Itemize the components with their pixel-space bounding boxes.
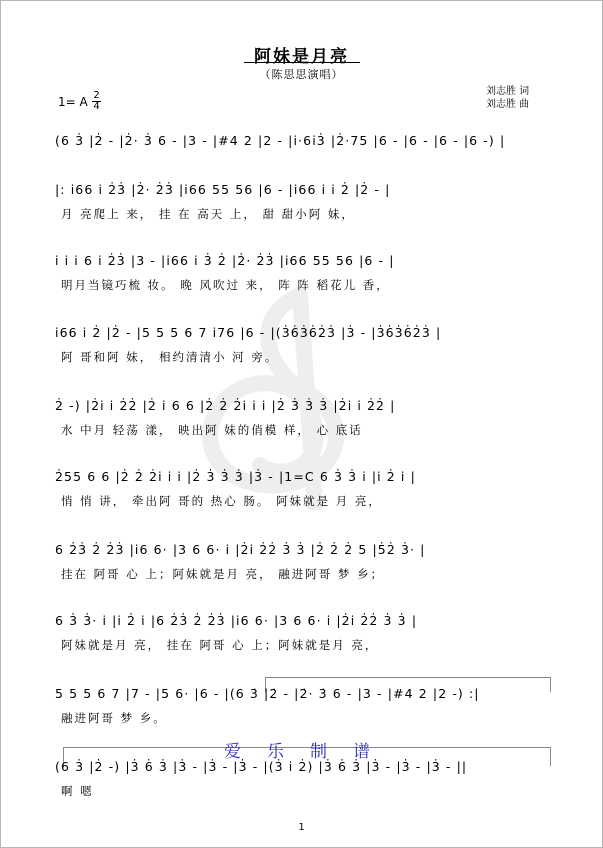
notes-line: 5 5 5 6 7 |7 - |5 6· |6 - |(6 3̇ |2̇ - |2̇· 3̇ 6 - |3 - |#4 2 |2 -) :| <box>55 686 480 701</box>
notes-line: 2̇55 6 6 |2̇ 2̇ 2̇i i i |2̇ 3̇ 3̇ 3̇ |3̇ - |1=C 6 3̇ 3̇ i |i 2̇ i | <box>55 469 416 484</box>
key-signature: 1= A <box>58 95 88 109</box>
notes-line: 6 2̇3̇ 2̇ 2̇3̇ |i6 6· |3 6 6· i |2̇i 2̇2̇ 3̇ 3̇ |2̇ 2̇ 2̇ 5 |5̇2̇ 3̇· | <box>55 542 426 557</box>
score-system <box>55 253 555 293</box>
composer-credit: 刘志胜 曲 <box>486 99 530 110</box>
notes-line: i66 i 2̇ |2̇ - |5 5 5 6 7 i76 |6 - |(3̇6̇3̇6̇2̇3̇ |3̇ - |3̇6̇3̇6̇2̇3̇ | <box>55 325 442 340</box>
score-system <box>55 325 555 365</box>
score-system <box>55 133 555 173</box>
score-system <box>55 686 555 726</box>
lyrics-line: 明月当镜巧梳 妆。 晚 风吹过 来， 阵 阵 稻花儿 香， <box>61 278 390 292</box>
title-underline <box>244 62 360 63</box>
publisher-stamp: 爱乐制谱 <box>224 742 396 762</box>
time-signature-top: 2 <box>93 90 100 101</box>
lyrics-line: 啊 嗯 <box>61 784 94 798</box>
lyrics-line: 挂在 阿哥 心 上；阿妹就是月 亮， 融进阿哥 梦 乡； <box>61 567 385 581</box>
song-subtitle: （陈思思演唱） <box>259 68 344 81</box>
notes-line: |: i66 i 2̇3̇ |2̇· 2̇3̇ |i66 55 56 |6 - |i66 i i 2̇ |2̇ - | <box>55 182 391 197</box>
score-system <box>55 182 555 222</box>
score-system <box>55 469 555 509</box>
lyrics-line: 月 亮爬上 来， 挂 在 高天 上， 甜 甜小阿 妹， <box>61 207 355 221</box>
notes-line: (6 3̇ |2̇ - |2̇· 3̇ 6 - |3 - |#4 2 |2 - |i·6i3̇ |2̇·75 |6 - |6 - |6 - |6 -) | <box>55 133 506 148</box>
notes-line: 6 3̇ 3̇· i |i 2̇ i |6 2̇3̇ 2̇ 2̇3̇ |i6 6· |3 6 6· i |2̇i 2̇2̇ 3̇ 3̇ | <box>55 613 418 628</box>
lyrics-line: 阿妹就是月 亮， 挂在 阿哥 心 上；阿妹就是月 亮， <box>61 638 379 652</box>
lyrics-line: 融进阿哥 梦 乡。 <box>61 711 167 725</box>
lyrics-line: 悄 悄 讲， 牵出阿 哥的 热心 肠。 阿妹就是 月 亮， <box>61 494 382 508</box>
credits <box>486 85 529 111</box>
time-signature-bottom: 4 <box>93 101 100 112</box>
song-title: 阿妹是月亮 <box>254 47 349 67</box>
page-number: 1 <box>298 822 305 833</box>
score-system <box>55 398 555 438</box>
lyricist-credit: 刘志胜 词 <box>486 86 530 97</box>
time-signature <box>92 91 101 112</box>
notes-line: (6 3̇ |2̇ -) |3̇ 6̇ 3̇ |3̇ - |3̇ - |3̇ - |(3̇ i 2̇) |3̇ 6̇ 3̇ |3̇ - |3̇ - |3̇ - || <box>55 759 468 774</box>
notes-line: i i i 6 i 2̇3̇ |3 - |i66 i 3̇ 2̇ |2̇· 2̇3̇ |i66 55 56 |6 - | <box>55 253 395 268</box>
notes-line: 2̇ -) |2̇i i 2̇2̇ |2̇ i 6 6 |2̇ 2̇ 2̇i i i |2̇ 3̇ 3̇ 3̇ |2̇i i 2̇2̇ | <box>55 398 396 413</box>
score-system <box>55 542 555 582</box>
score-system <box>55 759 555 799</box>
lyrics-line: 水 中月 轻荡 漾， 映出阿 妹的俏模 样， 心 底话 <box>61 423 363 437</box>
score-system <box>55 613 555 653</box>
lyrics-line: 阿 哥和阿 妹， 相约清清小 河 旁。 <box>61 350 279 364</box>
